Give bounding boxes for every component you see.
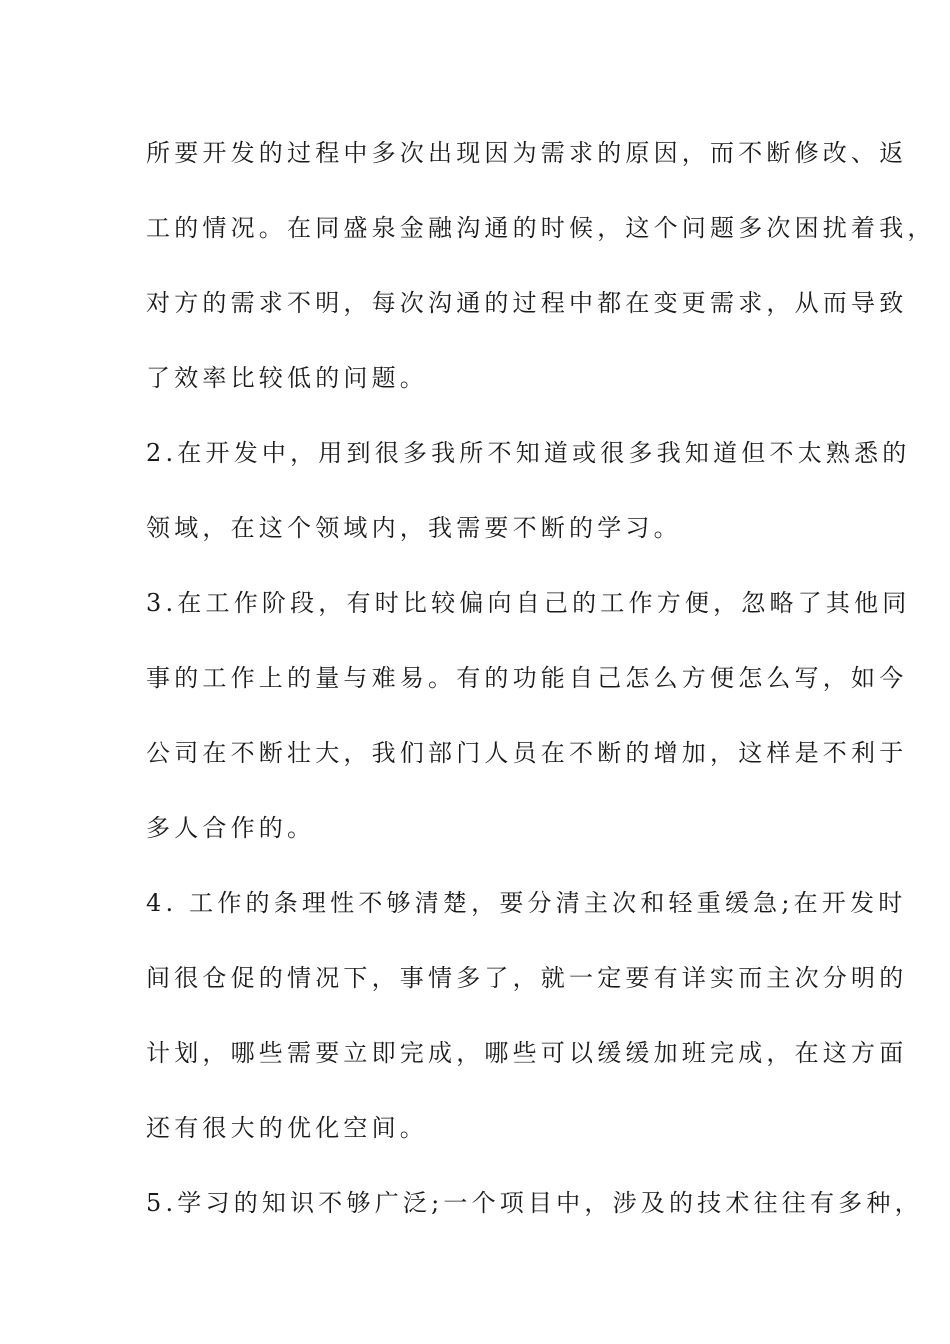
text-line: 4. 工作的条理性不够清楚，要分清主次和轻重缓急;在开发时 [146, 889, 907, 917]
text-line: 计划，哪些需要立即完成，哪些可以缓缓加班完成，在这方面 [146, 1039, 908, 1067]
text-line: 5.学习的知识不够广泛;一个项目中，涉及的技术往往有多种， [146, 1189, 923, 1217]
text-line: 间很仓促的情况下，事情多了，就一定要有详实而主次分明的 [146, 964, 908, 992]
text-line: 2.在开发中，用到很多我所不知道或很多我知道但不太熟悉的 [146, 439, 911, 467]
text-line: 了效率比较低的问题。 [146, 364, 428, 392]
text-line: 所要开发的过程中多次出现因为需求的原因，而不断修改、返 [146, 139, 908, 167]
text-line: 领域，在这个领域内，我需要不断的学习。 [146, 514, 682, 542]
text-line: 事的工作上的量与难易。有的功能自己怎么方便怎么写，如今 [146, 664, 908, 692]
text-line: 3.在工作阶段，有时比较偏向自己的工作方便，忽略了其他同 [146, 589, 911, 617]
text-line: 多人合作的。 [146, 814, 316, 842]
text-line: 对方的需求不明，每次沟通的过程中都在变更需求，从而导致 [146, 289, 908, 317]
text-line: 工的情况。在同盛泉金融沟通的时候，这个问题多次困扰着我， [146, 214, 936, 242]
text-line: 还有很大的优化空间。 [146, 1114, 428, 1142]
text-line: 公司在不断壮大，我们部门人员在不断的增加，这样是不利于 [146, 739, 908, 767]
